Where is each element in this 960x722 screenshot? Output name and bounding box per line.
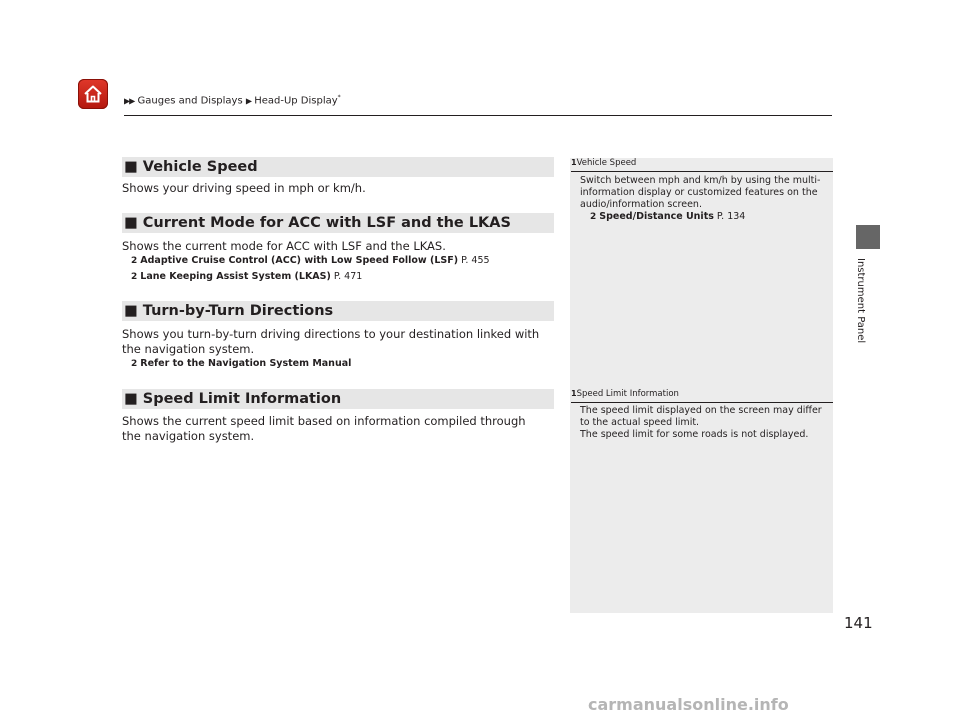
section-title: Current Mode for ACC with LSF and the LKAS xyxy=(142,215,511,231)
cross-ref-navigation[interactable] xyxy=(131,358,351,370)
section-title: Speed Limit Information xyxy=(142,391,342,407)
chapter-tab[interactable] xyxy=(856,225,880,249)
note-number: 1 xyxy=(571,158,577,167)
section-title: Vehicle Speed xyxy=(142,159,258,175)
section-heading-vehicle-speed xyxy=(122,157,554,177)
ref-page: P. 134 xyxy=(716,211,746,222)
cross-ref-acc[interactable] xyxy=(131,255,490,267)
optional-star: * xyxy=(337,94,341,101)
breadcrumb-separator: ▶ xyxy=(245,96,252,106)
ref-label: Lane Keeping Assist System (LKAS) xyxy=(140,271,331,282)
note-body-speed-limit xyxy=(580,405,828,441)
note-line: The speed limit displayed on the screen may differ to the actual speed limit. xyxy=(580,405,822,428)
page-number: 141 xyxy=(844,614,873,632)
ref-label: Refer to the Navigation System Manual xyxy=(140,358,352,369)
section-marker: ■ xyxy=(124,303,138,319)
section-marker: ■ xyxy=(124,159,138,175)
section-heading-speed-limit xyxy=(122,389,554,409)
note-heading-speed-limit xyxy=(571,388,833,403)
section-heading-current-mode xyxy=(122,213,554,233)
note-body-vehicle-speed xyxy=(580,175,828,223)
ref-arrow-icon: 2 xyxy=(590,212,597,222)
note-title: Vehicle Speed xyxy=(576,158,637,168)
note-title: Speed Limit Information xyxy=(576,389,679,399)
ref-label: Speed/Distance Units xyxy=(599,211,714,222)
ref-arrow-icon: 2 xyxy=(131,256,138,266)
note-heading-vehicle-speed xyxy=(571,157,833,172)
section-body-vehicle-speed: Shows your driving speed in mph or km/h. xyxy=(122,181,366,195)
ref-arrow-icon: 2 xyxy=(131,272,138,282)
watermark: carmanualsonline.info xyxy=(588,695,789,714)
section-title: Turn-by-Turn Directions xyxy=(142,303,334,319)
breadcrumb-link-hud[interactable]: Head-Up Display xyxy=(254,95,338,107)
note-text: Switch between mph and km/h by using the multi-information display or customized features on the audio/information screen. xyxy=(580,175,821,210)
cross-ref-lkas[interactable] xyxy=(131,271,362,283)
note-cross-ref-units[interactable] xyxy=(590,211,828,223)
section-heading-turn-by-turn xyxy=(122,301,554,321)
section-marker: ■ xyxy=(124,215,138,231)
home-button[interactable] xyxy=(78,79,108,109)
chapter-label: Instrument Panel xyxy=(855,258,866,344)
ref-page: P. 455 xyxy=(461,255,490,266)
ref-arrow-icon: 2 xyxy=(131,359,138,369)
home-icon xyxy=(82,83,104,105)
notes-panel xyxy=(570,158,833,613)
header-divider xyxy=(124,115,832,116)
ref-label: Adaptive Cruise Control (ACC) with Low Speed Follow (LSF) xyxy=(140,255,459,266)
section-body-speed-limit: Shows the current speed limit based on information compiled through the navigation system. xyxy=(122,414,526,443)
section-body-current-mode: Shows the current mode for ACC with LSF and the LKAS. xyxy=(122,239,446,253)
ref-page: P. 471 xyxy=(333,271,363,282)
note-line: The speed limit for some roads is not displayed. xyxy=(580,429,809,440)
breadcrumb xyxy=(124,94,341,106)
breadcrumb-arrow: ▶▶ xyxy=(124,96,135,106)
note-number: 1 xyxy=(571,389,577,398)
section-body-turn-by-turn: Shows you turn-by-turn driving directions to your destination linked with the navigation system. xyxy=(122,327,540,356)
breadcrumb-link-gauges[interactable]: Gauges and Displays xyxy=(137,95,243,107)
section-marker: ■ xyxy=(124,391,138,407)
